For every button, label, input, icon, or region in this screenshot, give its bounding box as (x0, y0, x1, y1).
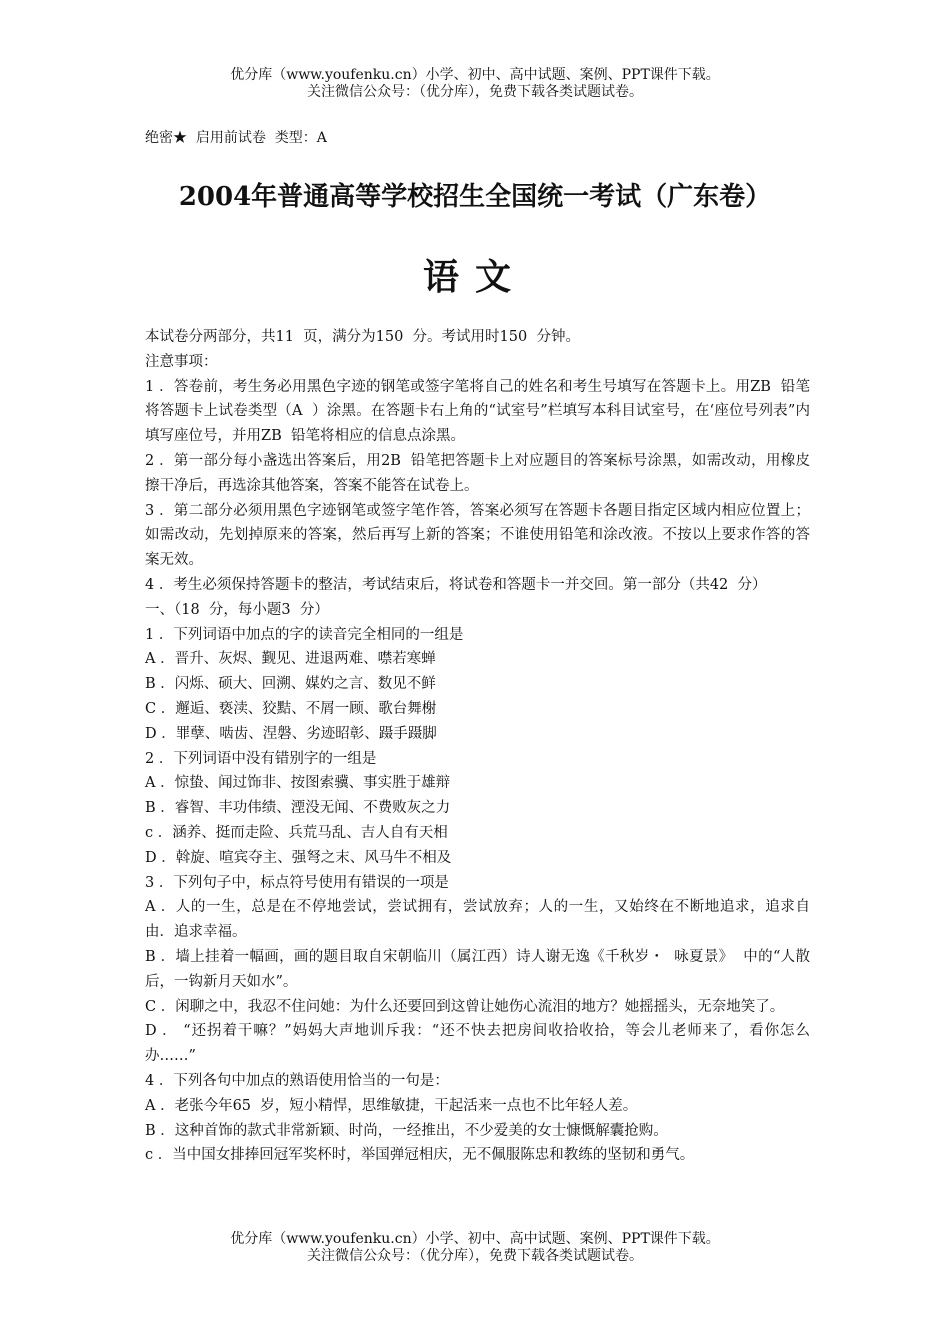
body-paragraph: 4 ．下列各句中加点的熟语使用恰当的一句是： (145, 1072, 449, 1089)
body-paragraph: c ．当中国女排捧回冠军奖杯时，举国弹冠相庆，无不佩服陈忠和教练的坚韧和勇气。 (145, 1147, 695, 1164)
body-paragraph: 1 ．下列词语中加点的字的读音完全相同的一组是 (145, 626, 464, 643)
body-paragraph: c ．涵养、挺而走险、兵荒马乱、吉人自有天相 (145, 824, 448, 841)
page-footer (0, 1231, 950, 1265)
body-paragraph: B ．这种首饰的款式非常新颖、时尚，一经推出，不少爱美的女士慷慨解囊抢购。 (145, 1122, 668, 1139)
page-header (0, 67, 950, 101)
body-paragraph: D ．罪孽、啮齿、涅磐、劣迹昭彰、蹑手蹑脚 (145, 725, 437, 742)
body-paragraph: 本试卷分两部分，共11 页，满分为150 分。考试用时150 分钟。 (145, 329, 580, 345)
secret-line: 绝密★ 启用前试卷 类型：A (145, 130, 327, 146)
body-paragraph: C ．闲聊之中，我忍不住问她：为什么还要回到这曾让她伤心流泪的地方？她摇摇头，无奈地笑了。 (145, 998, 785, 1015)
body-paragraph: 2 ．第一部分每小盏选出答案后，用2B 铅笔把答题卡上对应题目的答案标号涂黑，如需改动，用橡皮擦干净后，再选涂其他答案，答案不能答在试卷上。 (145, 452, 810, 494)
body-paragraph: 2 ．下列词语中没有错别字的一组是 (145, 750, 377, 767)
body-paragraph: A ．老张今年65 岁，短小精悍，思维敏捷，干起活来一点也不比年轻人差。 (145, 1097, 638, 1114)
footer-line-1: 优分库（www.youfenku.cn）小学、初中、高中试题、案例、PPT课件下载。 (230, 1231, 720, 1247)
body-paragraph: B ．墙上挂着一幅画，画的题目取自宋朝临川（属江西）诗人谢无逸《千秋岁・ 咏夏景》 中的“人散后，一钩新月天如水”。 (145, 948, 810, 990)
body-paragraph: 3 ．第二部分必须用黑色字迹钢笔或签字笔作答，答案必须写在答题卡各题目指定区域内相应位置上；如需改动，先划掉原来的答案，然后再写上新的答案；不谁使用铅笔和涂改液。不按以上要求作答的答案无效。 (145, 502, 810, 569)
body-paragraph: D ． “还拐着干嘛？”妈妈大声地训斥我：“还不快去把房间收拾收拾，等会儿老师来了，看你怎么办……” (145, 1023, 810, 1065)
body-paragraph: 4 ．考生必须保持答题卡的整洁，考试结束后，将试卷和答题卡一并交回。第一部分（共42 分） (145, 576, 767, 593)
body-paragraph: A ．惊蛰、闻过饰非、按图索骥、事实胜于雄辩 (145, 775, 451, 792)
body-paragraph: 注意事项： (145, 353, 218, 370)
body-paragraph: B ．闪烁、硕大、回溯、媒妁之言、数见不鲜 (145, 676, 436, 693)
subject-title: 语文 (422, 256, 527, 298)
body-paragraph: B ．睿智、丰功伟绩、湮没无闻、不费败灰之力 (145, 800, 451, 817)
body-paragraph: D ．斡旋、喧宾夺主、强弩之末、风马牛不相及 (145, 849, 452, 866)
header-line-2: 关注微信公众号：（优分库），免费下载各类试题试卷。 (307, 84, 643, 100)
body-paragraph: 3 ．下列句子中，标点符号使用有错误的一项是 (145, 874, 449, 891)
body-paragraph: C ．邂逅、亵渎、狡黠、不屑一顾、歌台舞榭 (145, 700, 437, 717)
exam-body (145, 325, 810, 1168)
exam-title: 2004年普通高等学校招生全国统一考试（广东卷） (178, 182, 772, 212)
body-paragraph: A ．晋升、灰烬、觐见、进退两难、噤若寒蝉 (145, 651, 436, 668)
body-paragraph: 一、（18 分，每小题3 分） (145, 601, 329, 618)
body-paragraph: A ．人的一生，总是在不停地尝试，尝试拥有，尝试放弃；人的一生，又始终在不断地追求，追求自由．追求幸福。 (145, 899, 810, 941)
footer-line-2: 关注微信公众号：（优分库），免费下载各类试题试卷。 (307, 1248, 643, 1264)
body-paragraph: 1 ．答卷前，考生务必用黑色字迹的钢笔或签字笔将自己的姓名和考生号填写在答题卡上。用ZB 铅笔将答题卡上试卷类型（A ）涂黑。在答题卡右上角的“试室号”栏填写本科目试室号，在‘座位号列表”内填写座位号，并用ZB 铅笔将相应的信息点涂黑。 (145, 378, 810, 445)
header-line-1: 优分库（www.youfenku.cn）小学、初中、高中试题、案例、PPT课件下载。 (230, 67, 720, 83)
